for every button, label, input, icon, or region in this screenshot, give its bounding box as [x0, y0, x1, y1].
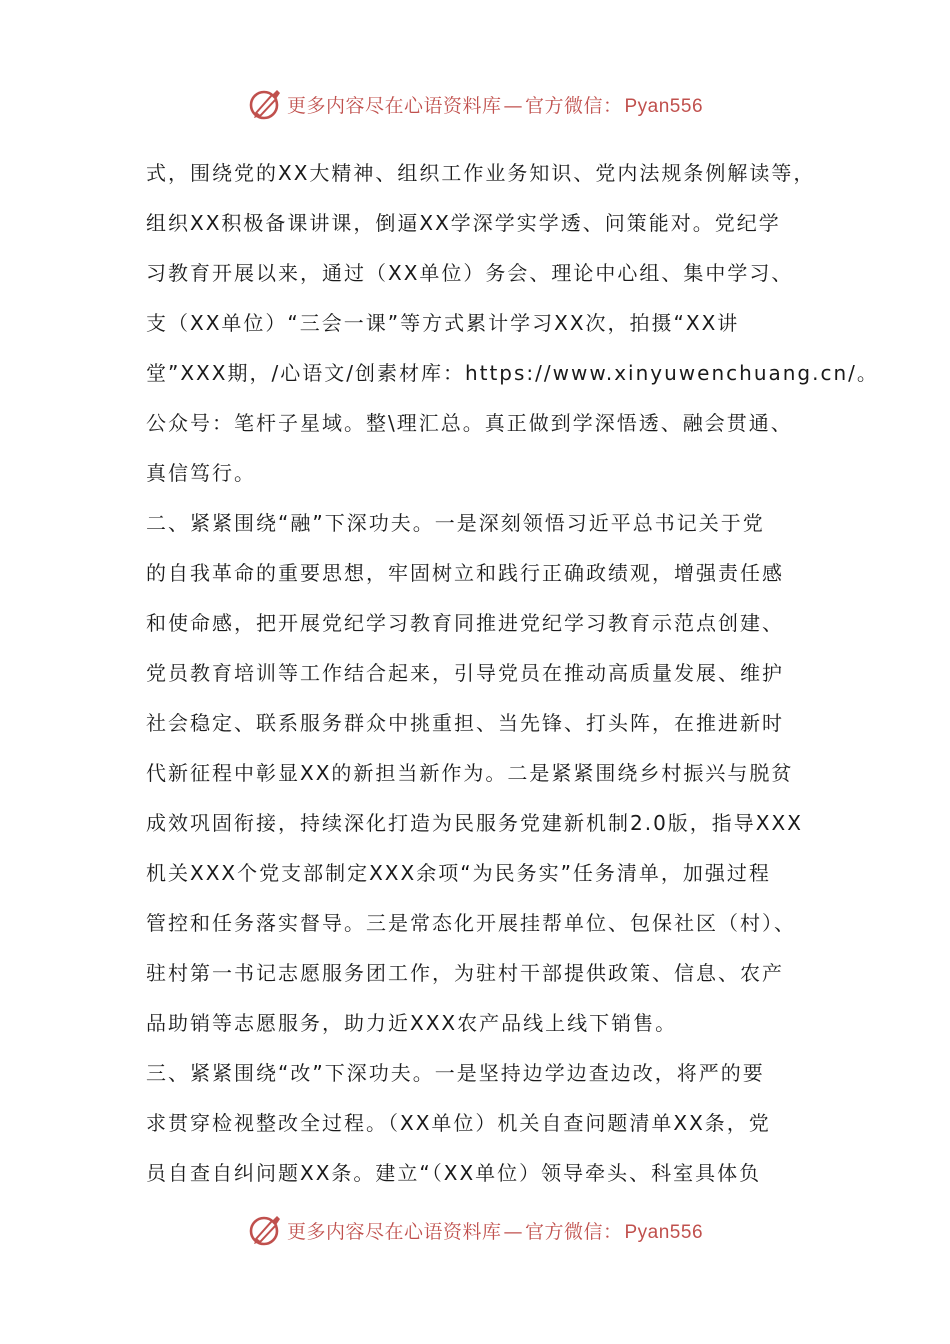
- text-line: 党员教育培训等工作结合起来，引导党员在推动高质量发展、维护: [146, 661, 784, 685]
- text-line: 驻村第一书记志愿服务团工作，为驻村干部提供政策、信息、农产: [146, 961, 784, 985]
- banner-text: 更多内容尽在心语资料库 — 官方微信： Pyan556: [286, 94, 704, 117]
- text-line: 机关XXX个党支部制定XXX余项“为民务实”任务清单，加强过程: [146, 861, 771, 885]
- text-line: 习教育开展以来，通过（XX单位）务会、理论中心组、集中学习、: [146, 261, 794, 285]
- pen-logo-icon: [247, 1212, 283, 1248]
- text-line: 二、紧紧围绕“融”下深功夫。一是深刻领悟习近平总书记关于党: [146, 511, 765, 535]
- document-body: [146, 148, 879, 1198]
- text-line: 三、紧紧围绕“改”下深功夫。一是坚持边学边查边改，将严的要: [146, 1061, 765, 1085]
- text-line: 真信笃行。: [146, 461, 256, 485]
- text-line: 社会稳定、联系服务群众中挑重担、当先锋、打头阵，在推进新时: [146, 711, 784, 735]
- text-line: 公众号：笔杆子星域。整\理汇总。真正做到学深悟透、融会贯通、: [146, 411, 793, 435]
- text-line: 代新征程中彰显XX的新担当新作为。二是紧紧围绕乡村振兴与脱贫: [146, 761, 794, 785]
- banner-text: 更多内容尽在心语资料库 — 官方微信： Pyan556: [286, 1220, 704, 1243]
- text-line: 员自查自纠问题XX条。建立“（XX单位）领导牵头、科室具体负: [146, 1161, 762, 1185]
- header-watermark-banner: [0, 84, 950, 124]
- text-line: 管控和任务落实督导。三是常态化开展挂帮单位、包保社区（村）、: [146, 911, 796, 935]
- text-line: 成效巩固衔接，持续深化打造为民服务党建新机制2.0版，指导XXX: [146, 811, 803, 835]
- text-line: 堂”XXX期，/心语文/创素材库：https://www.xinyuwenchuang.cn/。: [146, 361, 879, 385]
- text-line: 组织XX积极备课讲课，倒逼XX学深学实学透、问策能对。党纪学: [146, 211, 781, 235]
- footer-watermark-banner: [0, 1210, 950, 1250]
- text-line: 式，围绕党的XX大精神、组织工作业务知识、党内法规条例解读等，: [146, 161, 816, 185]
- text-line: 品助销等志愿服务，助力近XXX农产品线上线下销售。: [146, 1011, 678, 1035]
- text-line: 的自我革命的重要思想，牢固树立和践行正确政绩观，增强责任感: [146, 561, 784, 585]
- text-line: 支（XX单位）“三会一课”等方式累计学习XX次，拍摄“XX讲: [146, 311, 740, 335]
- text-line: 求贯穿检视整改全过程。（XX单位）机关自查问题清单XX条，党: [146, 1111, 771, 1135]
- pen-logo-icon: [247, 86, 283, 122]
- text-line: 和使命感，把开展党纪学习教育同推进党纪学习教育示范点创建、: [146, 611, 784, 635]
